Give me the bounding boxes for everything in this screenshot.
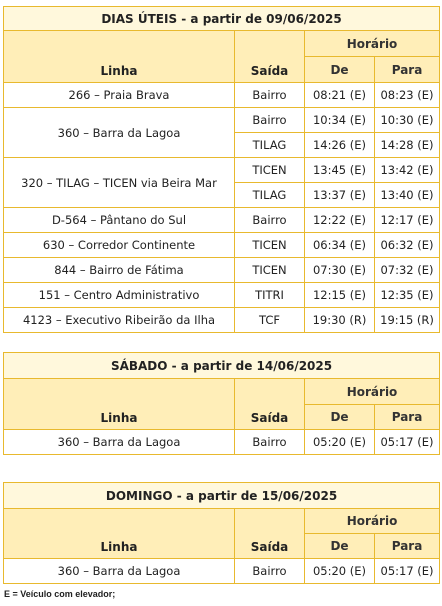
row-linha: 844 – Bairro de Fátima	[4, 258, 235, 283]
row-linha: 360 – Barra da Lagoa	[4, 430, 235, 455]
header-linha: Linha	[4, 379, 235, 430]
row-para: 13:42 (E)	[375, 158, 440, 183]
row-para: 13:40 (E)	[375, 183, 440, 208]
row-saida: Bairro	[235, 430, 305, 455]
header-linha: Linha	[4, 31, 235, 83]
row-saida: TILAG	[235, 133, 305, 158]
row-para: 08:23 (E)	[375, 83, 440, 108]
row-para: 12:35 (E)	[375, 283, 440, 308]
row-de: 06:34 (E)	[305, 233, 375, 258]
row-saida: TICEN	[235, 258, 305, 283]
row-de: 13:45 (E)	[305, 158, 375, 183]
row-de: 12:15 (E)	[305, 283, 375, 308]
header-de: De	[305, 405, 375, 430]
row-saida: TICEN	[235, 233, 305, 258]
row-saida: Bairro	[235, 559, 305, 584]
table-row	[4, 208, 440, 233]
saturday-schedule-table	[3, 352, 440, 455]
row-de: 07:30 (E)	[305, 258, 375, 283]
row-para: 05:17 (E)	[375, 559, 440, 584]
sunday-title: DOMINGO - a partir de 15/06/2025	[4, 483, 440, 509]
row-saida: Bairro	[235, 208, 305, 233]
row-de: 08:21 (E)	[305, 83, 375, 108]
header-horario: Horário	[305, 379, 440, 405]
footnote: E = Veículo com elevador;	[4, 589, 116, 599]
header-saida: Saída	[235, 31, 305, 83]
row-linha: 4123 – Executivo Ribeirão da Ilha	[4, 308, 235, 333]
row-saida: TICEN	[235, 158, 305, 183]
row-de: 10:34 (E)	[305, 108, 375, 133]
row-saida: Bairro	[235, 83, 305, 108]
header-saida: Saída	[235, 379, 305, 430]
row-linha: D-564 – Pântano do Sul	[4, 208, 235, 233]
row-de: 05:20 (E)	[305, 559, 375, 584]
table-row	[4, 430, 440, 455]
table-row	[4, 283, 440, 308]
row-linha: 360 – Barra da Lagoa	[4, 108, 235, 158]
table-row	[4, 108, 440, 133]
table-row	[4, 559, 440, 584]
header-para: Para	[375, 57, 440, 83]
row-para: 05:17 (E)	[375, 430, 440, 455]
row-linha: 151 – Centro Administrativo	[4, 283, 235, 308]
row-de: 14:26 (E)	[305, 133, 375, 158]
row-para: 07:32 (E)	[375, 258, 440, 283]
row-para: 14:28 (E)	[375, 133, 440, 158]
row-saida: TCF	[235, 308, 305, 333]
header-de: De	[305, 534, 375, 559]
header-linha: Linha	[4, 509, 235, 559]
row-saida: TILAG	[235, 183, 305, 208]
header-horario: Horário	[305, 31, 440, 57]
row-de: 12:22 (E)	[305, 208, 375, 233]
table-row	[4, 158, 440, 183]
table-row	[4, 308, 440, 333]
row-saida: Bairro	[235, 108, 305, 133]
row-para: 10:30 (E)	[375, 108, 440, 133]
table-row	[4, 83, 440, 108]
header-para: Para	[375, 405, 440, 430]
header-saida: Saída	[235, 509, 305, 559]
header-de: De	[305, 57, 375, 83]
weekday-schedule-table	[3, 6, 440, 333]
row-para: 06:32 (E)	[375, 233, 440, 258]
row-de: 05:20 (E)	[305, 430, 375, 455]
table-row	[4, 258, 440, 283]
saturday-title: SÁBADO - a partir de 14/06/2025	[4, 353, 440, 379]
row-de: 13:37 (E)	[305, 183, 375, 208]
header-para: Para	[375, 534, 440, 559]
row-saida: TITRI	[235, 283, 305, 308]
row-para: 19:15 (R)	[375, 308, 440, 333]
row-de: 19:30 (R)	[305, 308, 375, 333]
row-linha: 630 – Corredor Continente	[4, 233, 235, 258]
sunday-schedule-table	[3, 482, 440, 584]
header-horario: Horário	[305, 509, 440, 534]
row-linha: 360 – Barra da Lagoa	[4, 559, 235, 584]
weekday-title: DIAS ÚTEIS - a partir de 09/06/2025	[4, 7, 440, 31]
row-para: 12:17 (E)	[375, 208, 440, 233]
table-row	[4, 233, 440, 258]
row-linha: 266 – Praia Brava	[4, 83, 235, 108]
row-linha: 320 – TILAG – TICEN via Beira Mar	[4, 158, 235, 208]
